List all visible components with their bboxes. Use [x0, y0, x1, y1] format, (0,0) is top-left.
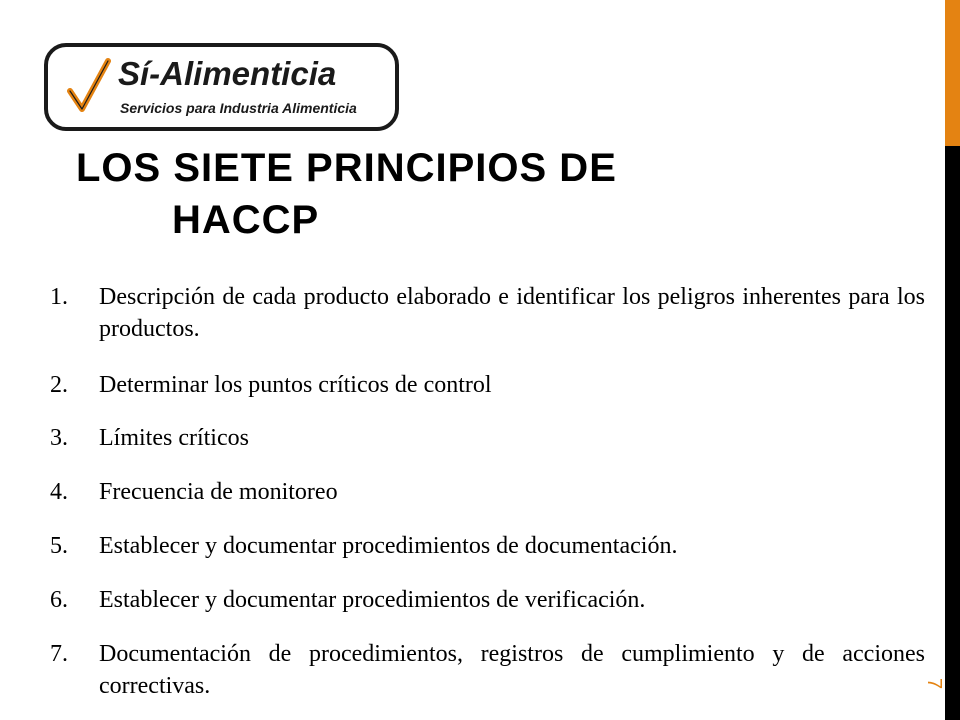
- list-item-number: 4.: [50, 479, 68, 505]
- list-item-number: 1.: [50, 284, 68, 310]
- list-item-text: Establecer y documentar procedimientos de verificación.: [99, 587, 646, 613]
- list-item-number: 6.: [50, 587, 68, 613]
- page-number: 7: [923, 677, 946, 690]
- checkmark-icon: [64, 57, 114, 117]
- list-item-text: Documentación de procedimientos, registros de cumplimiento y de acciones correctivas.: [99, 641, 925, 699]
- company-logo: [44, 43, 399, 131]
- slide-title-line-2: HACCP: [172, 198, 320, 242]
- list-item-text: Descripción de cada producto elaborado e identificar los peligros inherentes para los productos.: [99, 284, 925, 342]
- list-item-text: Determinar los puntos críticos de control: [99, 372, 492, 398]
- list-item-number: 3.: [50, 425, 68, 451]
- list-item-text: Establecer y documentar procedimientos de documentación.: [99, 533, 678, 559]
- sidebar-accent-bar: [945, 0, 960, 146]
- list-item-number: 2.: [50, 372, 68, 398]
- slide-title-line-1: LOS SIETE PRINCIPIOS DE: [76, 146, 617, 190]
- list-item-text: Límites críticos: [99, 425, 249, 451]
- list-item-number: 7.: [50, 641, 68, 667]
- logo-tagline: Servicios para Industria Alimenticia: [120, 100, 357, 116]
- list-item-number: 5.: [50, 533, 68, 559]
- logo-name: Sí-Alimenticia: [118, 55, 337, 92]
- list-item-text: Frecuencia de monitoreo: [99, 479, 338, 505]
